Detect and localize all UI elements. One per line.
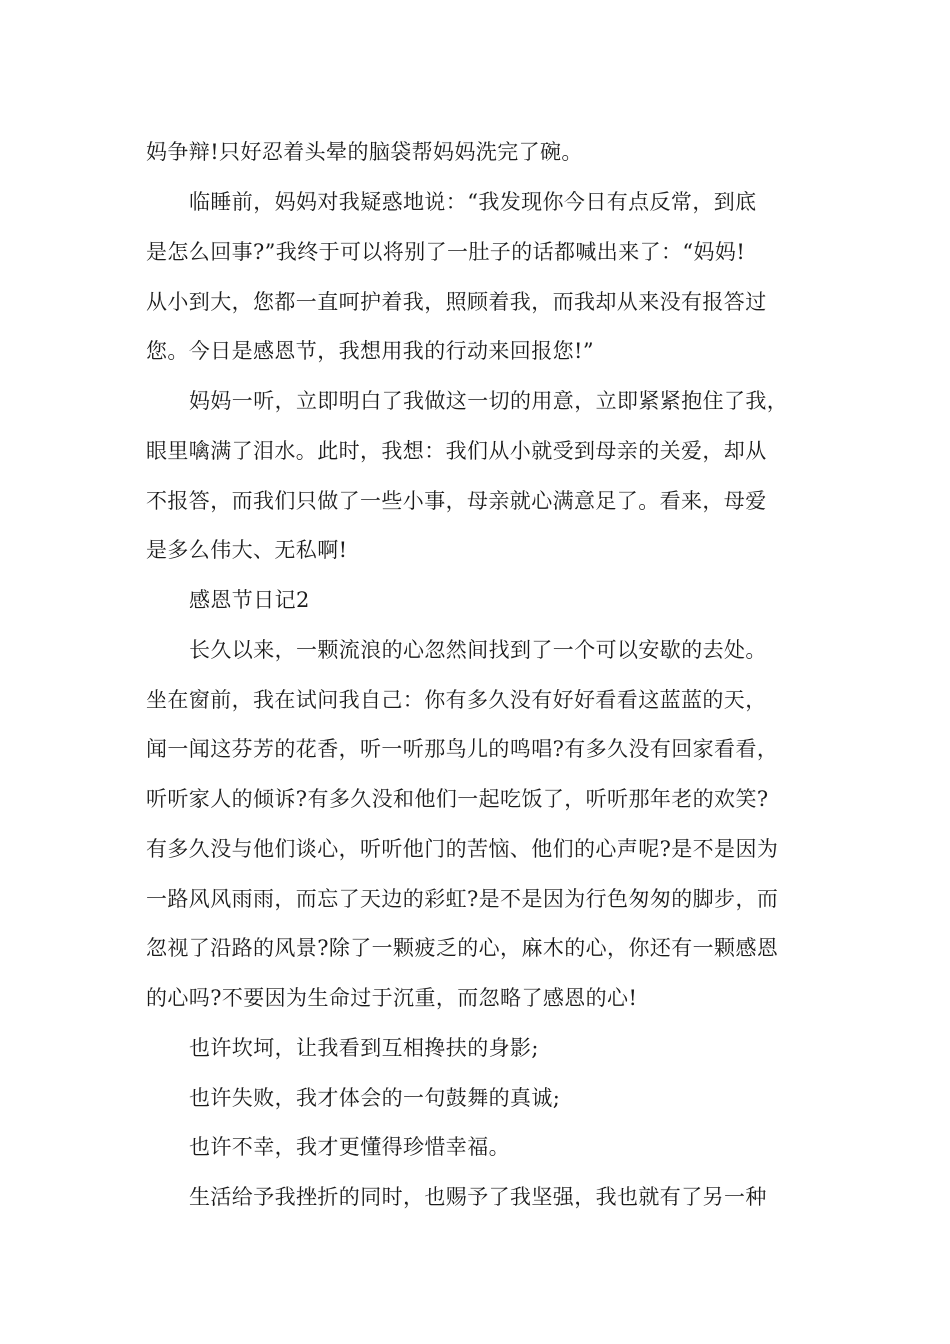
- text-line: 有多久没与他们谈心，听听他门的苦恼、他们的心声呢?是不是因为: [146, 837, 779, 861]
- text-line: 的心吗?不要因为生命过于沉重，而忽略了感恩的心!: [146, 986, 638, 1010]
- text-line: 从小到大，您都一直呵护着我，照顾着我，而我却从来没有报答过: [146, 290, 767, 314]
- text-line: 也许坎坷，让我看到互相搀扶的身影;: [189, 1036, 539, 1060]
- text-line: 也许失败，我才体会的一句鼓舞的真诚;: [189, 1086, 561, 1110]
- text-line: 临睡前，妈妈对我疑惑地说：“我发现你今日有点反常，到底: [189, 190, 757, 214]
- text-line: 是多么伟大、无私啊!: [146, 538, 348, 562]
- text-line: 坐在窗前，我在试问我自己：你有多久没有好好看看这蓝蓝的天，: [146, 688, 767, 712]
- text-line: 一路风风雨雨，而忘了天边的彩虹?是不是因为行色匆匆的脚步，而: [146, 887, 779, 911]
- text-line: 您。今日是感恩节，我想用我的行动来回报您!”: [146, 339, 594, 363]
- text-line: 长久以来，一颗流浪的心忽然间找到了一个可以安歇的去处。: [189, 638, 767, 662]
- text-line: 忽视了沿路的风景?除了一颗疲乏的心，麻木的心，你还有一颗感恩: [146, 936, 779, 960]
- text-line: 不报答，而我们只做了一些小事，母亲就心满意足了。看来，母爱: [146, 489, 767, 513]
- text-line: 妈妈一听，立即明白了我做这一切的用意，立即紧紧抱住了我，: [189, 389, 789, 413]
- text-line: 闻一闻这芬芳的花香，听一听那鸟儿的鸣唱?有多久没有回家看看，: [146, 737, 779, 761]
- text-line: 也许不幸，我才更懂得珍惜幸福。: [189, 1135, 510, 1159]
- text-line: 生活给予我挫折的同时，也赐予了我坚强，我也就有了另一种: [189, 1185, 767, 1209]
- text-line: 是怎么回事?”我终于可以将别了一肚子的话都喊出来了：“妈妈!: [146, 240, 746, 264]
- text-line: 眼里噙满了泪水。此时，我想：我们从小就受到母亲的关爱，却从: [146, 439, 767, 463]
- text-line: 妈争辩!只好忍着头晕的脑袋帮妈妈洗完了碗。: [146, 140, 583, 164]
- section-heading: 感恩节日记2: [189, 588, 310, 612]
- text-line: 听听家人的倾诉?有多久没和他们一起吃饭了，听听那年老的欢笑?: [146, 787, 769, 811]
